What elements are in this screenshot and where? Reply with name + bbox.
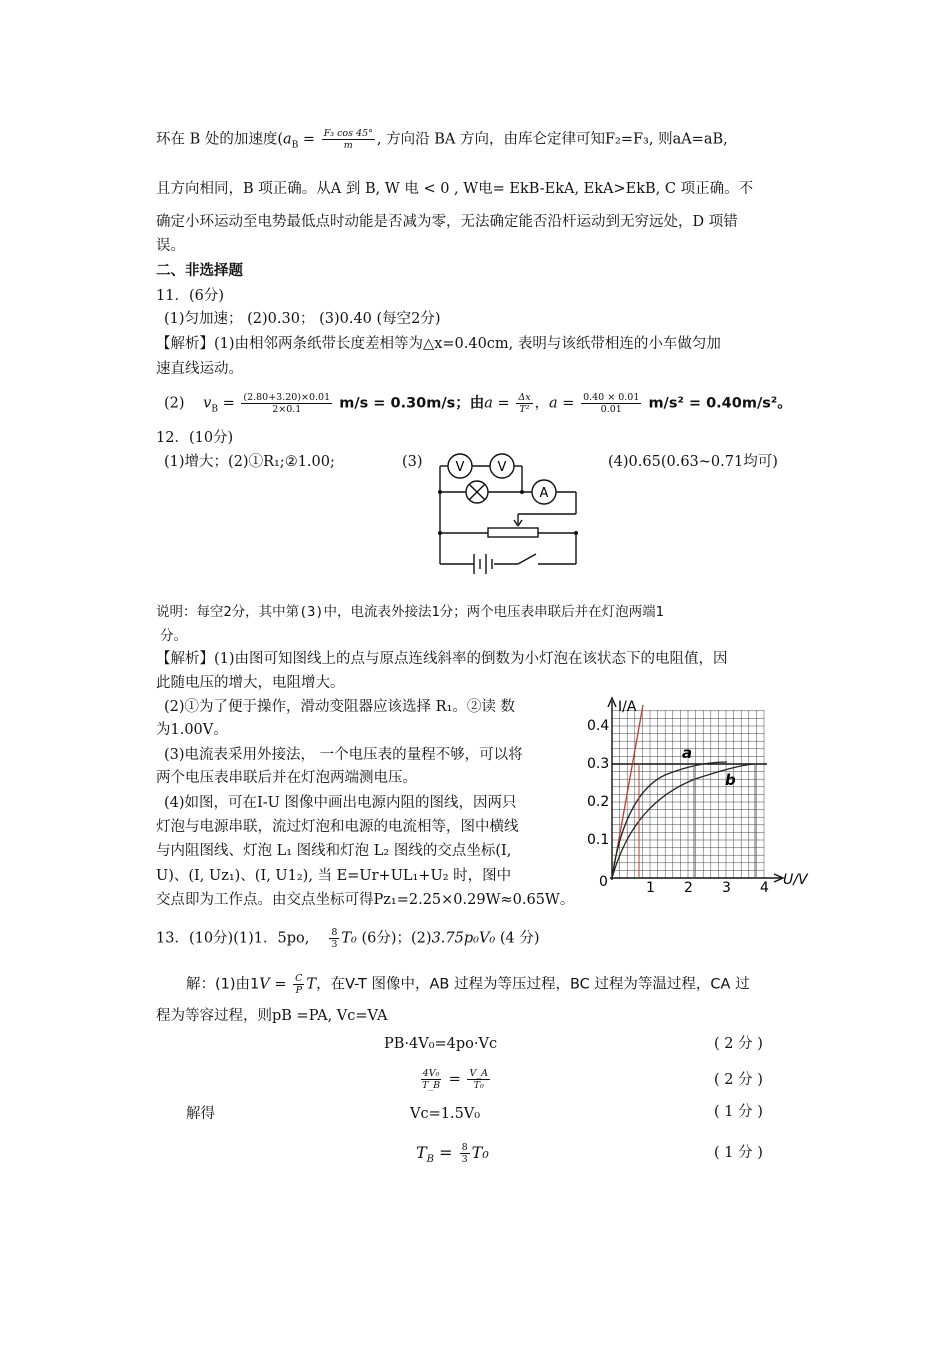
q12-analysis-line8: 灯泡与电源串联，流过灯泡和电源的电流相等，图中横线: [156, 819, 519, 835]
text-line-p4: 误。: [156, 238, 185, 254]
q13-ans2: 3.75p₀V₀: [431, 930, 496, 947]
q13-mid: (6分)；(2): [356, 930, 432, 947]
x-tick-label: 2: [684, 880, 693, 895]
q13-sol-eq: =: [269, 976, 292, 993]
voltmeter-1: [448, 454, 472, 478]
q13-equation1-score: ( 2 分 ): [714, 1036, 763, 1052]
p1-frac-num: F₃ cos 45°: [323, 128, 373, 139]
text-line-p1: [156, 128, 728, 155]
p1-frac-den: m: [343, 140, 353, 151]
q13-eq2-r-num: V_A: [469, 1068, 488, 1079]
q11-analysis-line2: 速直线运动。: [156, 361, 243, 377]
q12-analysis-line9: 与内阻图线、灯泡 L₁ 图线和灯泡 L₂ 图线的交点坐标(I,: [156, 843, 512, 859]
iu-graph: [585, 695, 815, 895]
q13-eq2-left: [420, 1068, 442, 1091]
q13-equation2: $\frac{\text{4V₀}}{T\_B}$ = $\frac{V\_A}{\text{T₀}}$: [422, 1068, 488, 1091]
q13-frac-num: 8: [331, 927, 338, 938]
q11-v-num: (2.80+3.20)×0.01: [243, 392, 331, 403]
q11-a2: a: [549, 395, 558, 412]
q13-head: 13．(10分)(1)1．5po,: [156, 930, 310, 947]
q12-analysis-line4: 为1.00V。: [156, 722, 228, 738]
q11-a2-den: 0.01: [600, 404, 622, 415]
voltmeter-2-label: V: [497, 460, 507, 475]
q12-answer3-label: (3): [402, 454, 423, 470]
q13-solution-line1: [186, 973, 750, 996]
section-heading: 二、非选择题: [156, 263, 243, 279]
p1-aB-sub: B: [291, 140, 299, 151]
q11-a-fraction: [516, 392, 532, 415]
p1-text-a: 环在 B 处的加速度(: [156, 131, 284, 148]
q13-sol-a: 解：(1)由1: [186, 976, 260, 993]
q11-vB: v: [203, 395, 212, 412]
p1-fraction: [322, 128, 375, 151]
q12-analysis-line5: (3)电流表采用外接法， 一个电压表的量程不够，可以将: [164, 747, 523, 763]
q13-jiede: 解得: [186, 1106, 215, 1122]
q13-equation1: PB·4V₀=4po·Vc: [384, 1036, 498, 1052]
q11-a-num: Δx: [518, 392, 531, 403]
q12-analysis-line6: 两个电压表串联后并在灯泡两端测电压。: [156, 770, 417, 786]
text-line-p2: 且方向相同，B 项正确。从A 到 B, W 电 < 0 , W电= EkB-EkA, EkA>EkB, C 项正确。不: [156, 181, 754, 197]
y-axis-label: I/A: [618, 699, 637, 715]
junction-dot-2: [520, 490, 524, 494]
q12-answer1: (1)增大；(2)①R₁;②1.00;: [164, 454, 335, 470]
q13-equation4-score: ( 1 分 ): [714, 1145, 763, 1161]
q11-l2-label: (2): [164, 395, 185, 412]
q11-v-den: 2×0.1: [272, 404, 302, 415]
voltmeter-2: [490, 454, 514, 478]
q13-equation2-score: ( 2 分 ): [714, 1072, 763, 1088]
q13-eq4-T0: T₀: [471, 1143, 489, 1162]
y-tick-label: 0.2: [587, 794, 610, 810]
x-tick-label: 4: [760, 880, 769, 895]
q13-eq4-num: 8: [461, 1142, 468, 1153]
q13-eq2-l-den: T_B: [422, 1080, 441, 1091]
q13-sol-num: C: [295, 973, 303, 984]
q11-a2-result: m/s² = 0.40m/s²。: [643, 395, 792, 412]
q12-analysis-line2: 此随电压的增大，电阻增大。: [156, 675, 345, 691]
q12-analysis-line3: (2)①为了便于操作，滑动变阻器应该选择 R₁。②读 数: [164, 699, 515, 715]
q13-eq4-T: T: [416, 1143, 427, 1162]
q13-sol-b: ，在V-T 图像中，AB 过程为等压过程，BC 过程为等温过程，CA 过: [316, 976, 750, 993]
q13-solution-line2: 程为等容过程，则pB =PA, Vc=VA: [156, 1008, 388, 1024]
q12-analysis-line11: 交点即为工作点。由交点坐标可得Pz₁=2.25×0.29W≈0.65W。: [156, 892, 575, 908]
q11-formula-line: (2) $v_B$ = $\frac{(2.80+3.20)\times 0.01}{2\times 0.1}$ m/s = 0.30m/s；由a = $\frac{\Delta x}{\text{T²}}$ ，a = $\frac{0.40 \times 0.01}{0.01}$ m/s² = 0.40m/s²。: [164, 392, 792, 415]
graph-grid: [612, 710, 764, 878]
q11-heading: 11．(6分): [156, 288, 224, 304]
q12-note-line2: 分。: [160, 628, 187, 644]
x-tick-label: 1: [646, 880, 655, 895]
q12-note-line1: 说明：每空2分，其中第(3)中，电流表外接法1分；两个电压表串联后并在灯泡两端1: [156, 604, 664, 620]
q13-frac-den: 3: [331, 939, 338, 950]
q11-vB-sub: B: [211, 404, 218, 415]
y-tick-label: 0.4: [587, 718, 610, 734]
junction-dot-4: [574, 531, 578, 535]
p1-text-b: , 方向沿 BA 方向，由库仑定律可知F₂=F₃, 则aA=aB,: [376, 131, 728, 148]
q11-a2-num: 0.40 × 0.01: [583, 392, 640, 403]
q12-answer4: (4)0.65(0.63~0.71均可): [608, 454, 778, 470]
q13-eq2-r-den: T₀: [473, 1080, 484, 1091]
q12-analysis-line7: (4)如图，可在I-U 图像中画出电源内阻的图线，因两只: [164, 795, 517, 811]
q13-eq4-sub: B: [426, 1154, 435, 1166]
p1-aB: a: [283, 131, 292, 148]
q13-eq4-frac: [460, 1142, 470, 1165]
q13-frac: [329, 927, 339, 950]
p1-eq: =: [298, 131, 320, 148]
q11-a: a: [484, 395, 493, 412]
q11-v-result: m/s = 0.30m/s；由: [334, 395, 485, 412]
q13-sol-frac: [293, 973, 304, 996]
x-tick-label: 3: [722, 880, 731, 895]
q11-a-den: T²: [519, 404, 530, 415]
x-axis-label: U/V: [783, 872, 808, 888]
q13-sol-V: V: [259, 976, 270, 993]
q13-eq2-l-num: 4V₀: [422, 1068, 440, 1079]
q13-tail: (4 分): [495, 930, 540, 947]
ammeter-label: A: [539, 486, 549, 501]
text-line-p3: 确定小环运动至电势最低点时动能是否减为零，无法确定能否沿杆运动到无穷远处，D 项错: [156, 214, 738, 230]
q13-equation3-score: ( 1 分 ): [714, 1104, 763, 1120]
curve-b-label: b: [725, 771, 736, 789]
origin-label: 0: [599, 874, 608, 890]
junction-dot-1: [438, 490, 442, 494]
q11-a2-fraction: [581, 392, 641, 415]
y-tick-label: 0.3: [587, 756, 610, 772]
voltmeter-1-label: V: [455, 460, 465, 475]
ammeter: [532, 480, 556, 504]
q13-equation4: [416, 1142, 489, 1170]
q13-equation3: Vc=1.5V₀: [410, 1106, 481, 1122]
q13-heading-line: [156, 927, 540, 950]
circuit-diagram: [430, 448, 590, 578]
q12-heading: 12．(10分): [156, 430, 234, 446]
q13-eq4-eq: =: [434, 1143, 458, 1162]
junction-dot-3: [438, 531, 442, 535]
q13-T0: T₀: [341, 930, 357, 947]
q13-sol-T: T: [306, 976, 317, 993]
q13-eq2-right: [467, 1068, 489, 1091]
q13-sol-den: P: [295, 985, 302, 996]
curve-a-label: a: [682, 744, 693, 762]
q12-analysis-line10: U)、(I, Uz₁)、(I, U1₂), 当 E=Ur+UL₁+U₂ 时，图中: [156, 868, 512, 884]
q11-v-fraction: [241, 392, 332, 415]
q11-a-mid: ，: [534, 395, 550, 412]
q11-answers: (1)匀加速； (2)0.30； (3)0.40 (每空2分): [164, 311, 441, 327]
lamp-icon: [466, 481, 488, 503]
q13-eq4-den: 3: [461, 1154, 468, 1165]
y-tick-label: 0.1: [587, 832, 610, 848]
q11-analysis-line1: 【解析】(1)由相邻两条纸带长度差相等为△x=0.40cm, 表明与该纸带相连的小车做匀加: [156, 336, 721, 352]
q12-analysis-line1: 【解析】(1)由图可知图线上的点与原点连线斜率的倒数为小灯泡在该状态下的电阻值，因: [156, 651, 728, 667]
